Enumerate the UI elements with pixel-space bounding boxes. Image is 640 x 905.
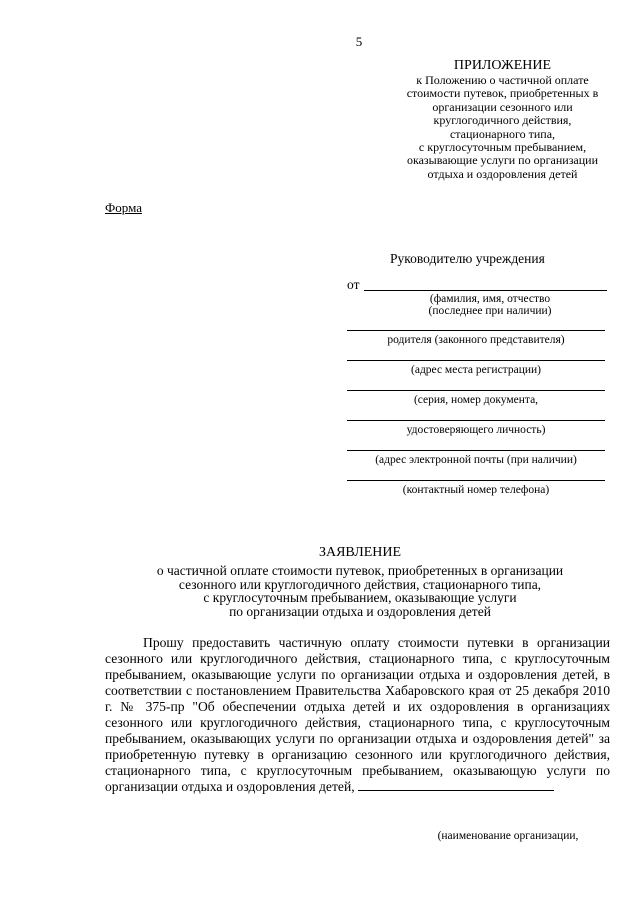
statement-subtitle-line: о частичной оплате стоимости путевок, приобретенных в организации xyxy=(156,563,564,578)
appendix-line: стационарного типа, xyxy=(449,126,556,141)
email-line[interactable] xyxy=(347,450,605,451)
appendix-line: оказывающие услуги по организации xyxy=(406,153,599,168)
statement-subtitle-line: сезонного или круглогодичного действия, стационарного типа, xyxy=(178,576,542,592)
appendix-block xyxy=(390,58,615,181)
doc-series-caption: (серия, номер документа, xyxy=(413,394,539,406)
fio-caption-line2: (последнее при наличии) xyxy=(428,305,552,317)
statement-subtitle-line: по организации отдыха и оздоровления детей xyxy=(229,603,491,619)
registration-caption: (адрес места регистрации) xyxy=(411,364,541,376)
appendix-title: ПРИЛОЖЕНИЕ xyxy=(453,58,552,73)
statement-subtitle-line: с круглосуточным пребыванием, оказывающие услуги xyxy=(203,590,517,606)
email-caption: (адрес электронной почты (при наличии) xyxy=(375,454,577,466)
phone-caption: (контактный номер телефона) xyxy=(402,484,550,496)
appendix-line: организации сезонного или xyxy=(432,99,573,114)
appendix-line: круглогодичного действия, xyxy=(433,113,572,128)
appendix-line: отдыха и оздоровления детей xyxy=(427,166,578,181)
fio-caption xyxy=(390,293,590,317)
parent-line[interactable] xyxy=(347,330,605,331)
statement-body xyxy=(105,635,610,795)
appendix-line: к Положению о частичной оплате xyxy=(416,73,589,87)
statement-subtitle xyxy=(130,564,590,618)
addressee: Руководителю учреждения xyxy=(390,251,545,266)
doc-identity-caption: удостоверяющего личность) xyxy=(406,424,546,436)
appendix-line: с круглосуточным пребыванием, xyxy=(418,140,587,155)
statement-paragraph xyxy=(105,635,610,795)
page-number: 5 xyxy=(355,34,363,49)
doc-identity-line[interactable] xyxy=(347,420,605,421)
phone-line[interactable] xyxy=(347,480,605,481)
statement-paragraph-text: Прошу предоставить частичную оплату стоимости путевки в организации сезонного или круглогодичного действия, стационарного типа, с круглосуточным пребыванием, оказывающие услуги по организации отдыха и оздоровления детей, в соответствии с постановлением Правительства Хабаровского края от 25 декабря 2010 г. № 375-пр "Об обеспечении отдыха детей и их оздоровления в организациях сезонного или круглогодичного действия, стационарного типа, с круглосуточным пребыванием, оказывающих услуги по организации отдыха и оздоровления детей" за приобретенную путевку в организацию сезонного или круглогодичного действия, стационарного типа, с круглосуточным пребыванием, оказывающую услуги по организации отдыха и оздоровления детей, xyxy=(105,635,610,795)
appendix-line: стоимости путевок, приобретенных в xyxy=(406,86,599,101)
from-line[interactable] xyxy=(364,290,607,291)
statement-title: ЗАЯВЛЕНИЕ xyxy=(318,545,402,560)
organization-name-line[interactable] xyxy=(358,780,554,791)
from-label: от xyxy=(347,277,360,292)
form-label: Форма xyxy=(105,200,142,215)
doc-series-line[interactable] xyxy=(347,390,605,391)
registration-line[interactable] xyxy=(347,360,605,361)
organization-caption: (наименование организации, xyxy=(437,830,579,842)
fio-caption-line1: (фамилия, имя, отчество xyxy=(429,293,551,305)
parent-caption: родителя (законного представителя) xyxy=(387,334,565,346)
